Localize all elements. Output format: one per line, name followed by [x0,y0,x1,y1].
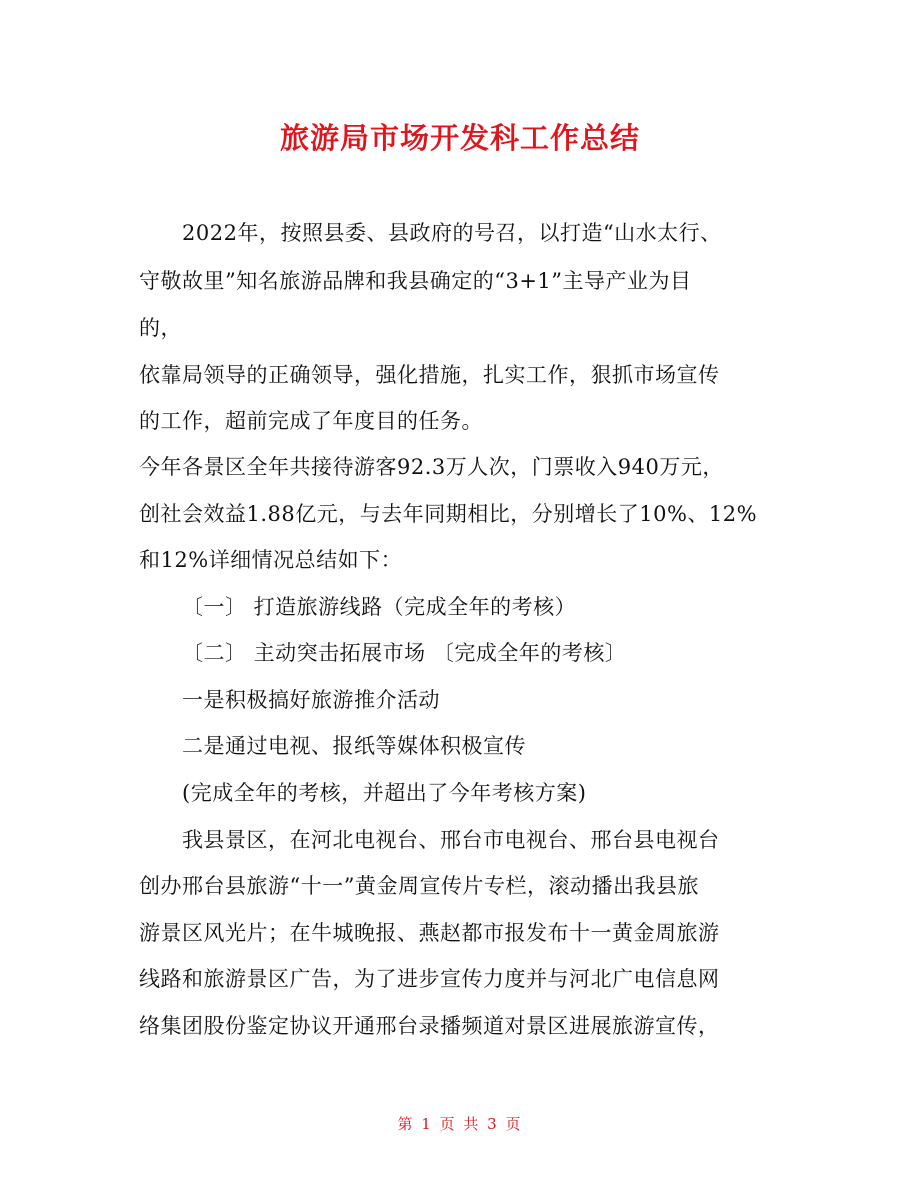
paragraph-line: 创社会效益1.88亿元，与去年同期相比，分别增长了10%、12% [139,502,758,526]
subsection-note: (完成全年的考核，并超出了今年考核方案) [182,781,587,805]
paragraph-line: 守敬故里”知名旅游品牌和我县确定的“3+1”主导产业为目 [139,269,692,293]
paragraph-line: 和12%详细情况总结如下： [139,548,403,572]
subsection-line: 一是积极搞好旅游推介活动 [182,688,440,712]
page-title: 旅游局市场开发科工作总结 [279,121,640,155]
paragraph-line: 2022年，按照县委、县政府的号召，以打造“山水太行、 [182,221,722,245]
section-heading: 〔二〕 主动突击拓展市场 〔完成全年的考核〕 [182,641,627,665]
paragraph-line: 今年各景区全年共接待游客92.3万人次，门票收入940万元， [139,455,724,479]
subsection-line: 二是通过电视、报纸等媒体积极宣传 [182,734,526,758]
paragraph-line: 依靠局领导的正确领导，强化措施，扎实工作，狠抓市场宣传 [139,363,720,387]
paragraph-line: 创办邢台县旅游“十一”黄金周宣传片专栏，滚动播出我县旅 [139,874,699,898]
section-heading: 〔一〕 打造旅游线路（完成全年的考核） [182,595,577,619]
paragraph-line: 我县景区，在河北电视台、邢台市电视台、邢台县电视台 [182,828,720,852]
page-number-footer: 第 1 页 共 3 页 [397,1115,523,1133]
paragraph-line: 的， [139,316,182,340]
paragraph-line: 线路和旅游景区广告，为了进步宣传力度并与河北广电信息网 [139,967,720,991]
paragraph-line: 的工作，超前完成了年度目的任务。 [139,409,483,433]
paragraph-line: 络集团股份鉴定协议开通邢台录播频道对景区进展旅游宣传， [139,1014,720,1038]
paragraph-line: 游景区风光片；在牛城晚报、燕赵都市报发布十一黄金周旅游 [139,921,720,945]
